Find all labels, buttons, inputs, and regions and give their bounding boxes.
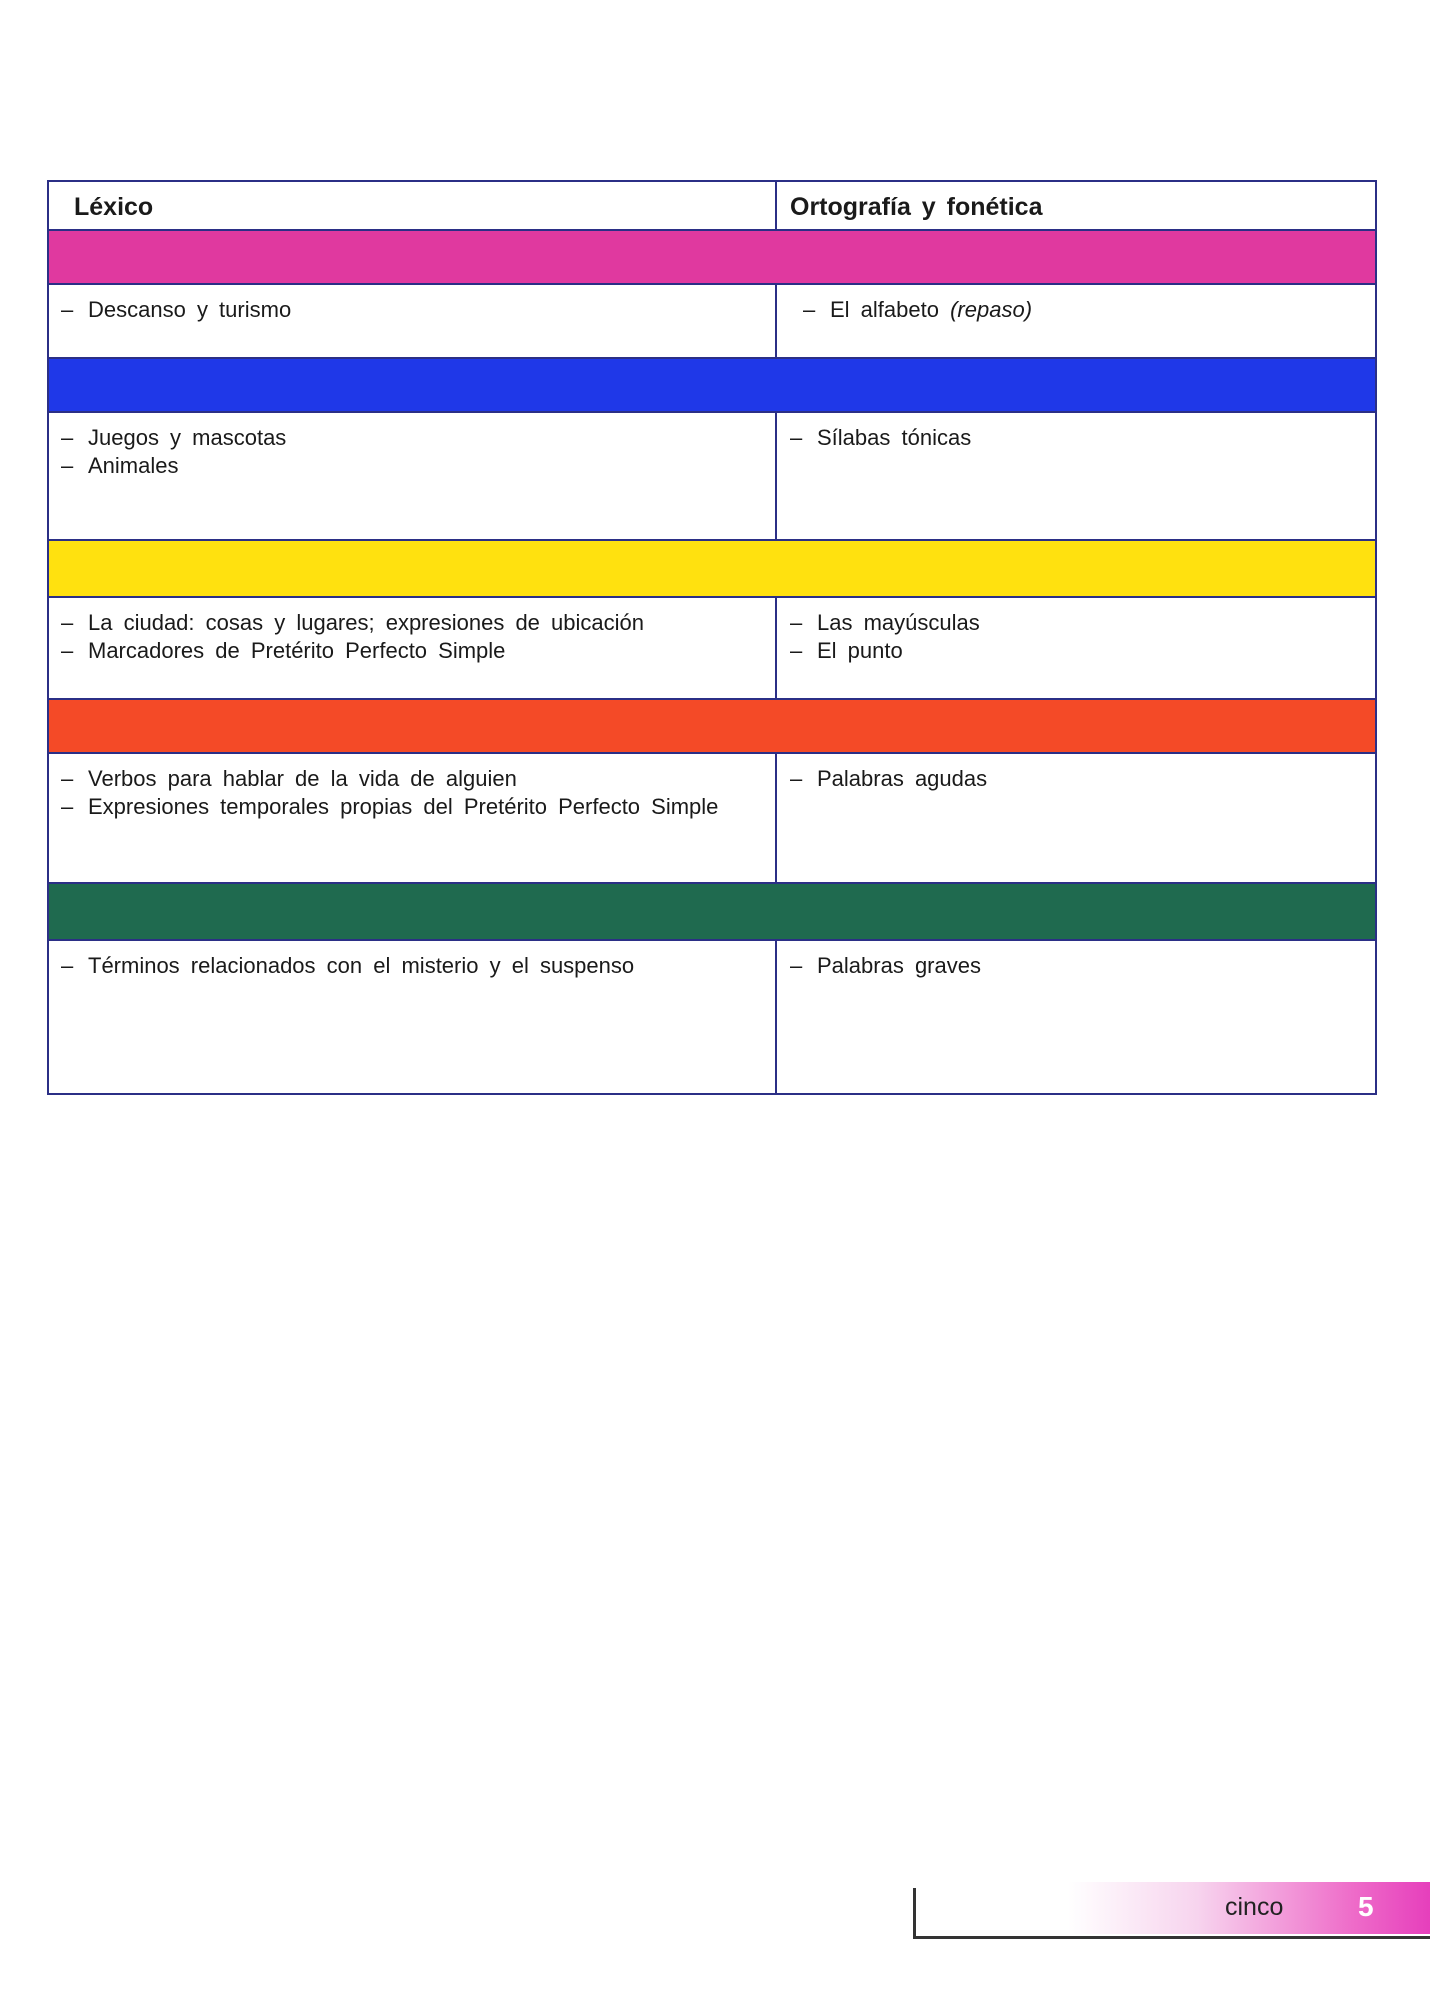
page-footer [913,1882,1430,1942]
contents-table [47,180,1377,1095]
lexico-item: – Descanso y turismo [61,297,292,322]
ortografia-cell [777,285,1375,357]
lexico-cell [49,754,777,882]
ortografia-cell [777,598,1375,698]
unit-color-band [49,882,1375,939]
unit-content-row [49,411,1375,539]
lexico-item: – Animales [61,453,179,478]
unit-content-row [49,752,1375,882]
lexico-cell [49,941,777,1093]
ortografia-item: – Sílabas tónicas [790,425,972,450]
ortografia-cell [777,941,1375,1093]
lexico-cell [49,413,777,539]
ortografia-cell [777,754,1375,882]
lexico-item: – La ciudad: cosas y lugares; expresiones de ubicación [61,610,644,635]
footer-divider [913,1888,916,1938]
unit-content-row [49,283,1375,357]
ortografia-item: – El punto [790,638,903,663]
page-word: cinco [1225,1893,1284,1921]
ortografia-cell [777,413,1375,539]
lexico-item: – Marcadores de Pretérito Perfecto Simple [61,638,506,663]
unit-content-row [49,596,1375,698]
lexico-item: – Verbos para hablar de la vida de alguien [61,766,517,791]
table-header-row [49,182,1375,229]
unit-content-row [49,939,1375,1093]
lexico-item: – Juegos y mascotas [61,425,287,450]
ortografia-item: – Palabras graves [790,953,981,978]
ortografia-item: – Las mayúsculas [790,610,980,635]
unit-color-band [49,357,1375,411]
footer-rule [913,1936,1430,1939]
ortografia-item: – Palabras agudas [790,766,988,791]
lexico-cell [49,285,777,357]
unit-color-band [49,698,1375,752]
unit-color-band [49,229,1375,283]
lexico-header: Léxico [49,182,777,229]
note-repaso: (repaso) [950,297,1033,322]
lexico-item: – Expresiones temporales propias del Pretérito Perfecto Simple [61,794,719,819]
unit-color-band [49,539,1375,596]
ortografia-item: – El alfabeto (repaso) [803,297,1033,322]
ortografia-header: Ortografía y fonética [790,193,1043,221]
lexico-cell [49,598,777,698]
lexico-item: – Términos relacionados con el misterio y el suspenso [61,953,635,978]
page-number: 5 [1358,1891,1374,1922]
footer-gradient-bar [913,1882,1430,1934]
